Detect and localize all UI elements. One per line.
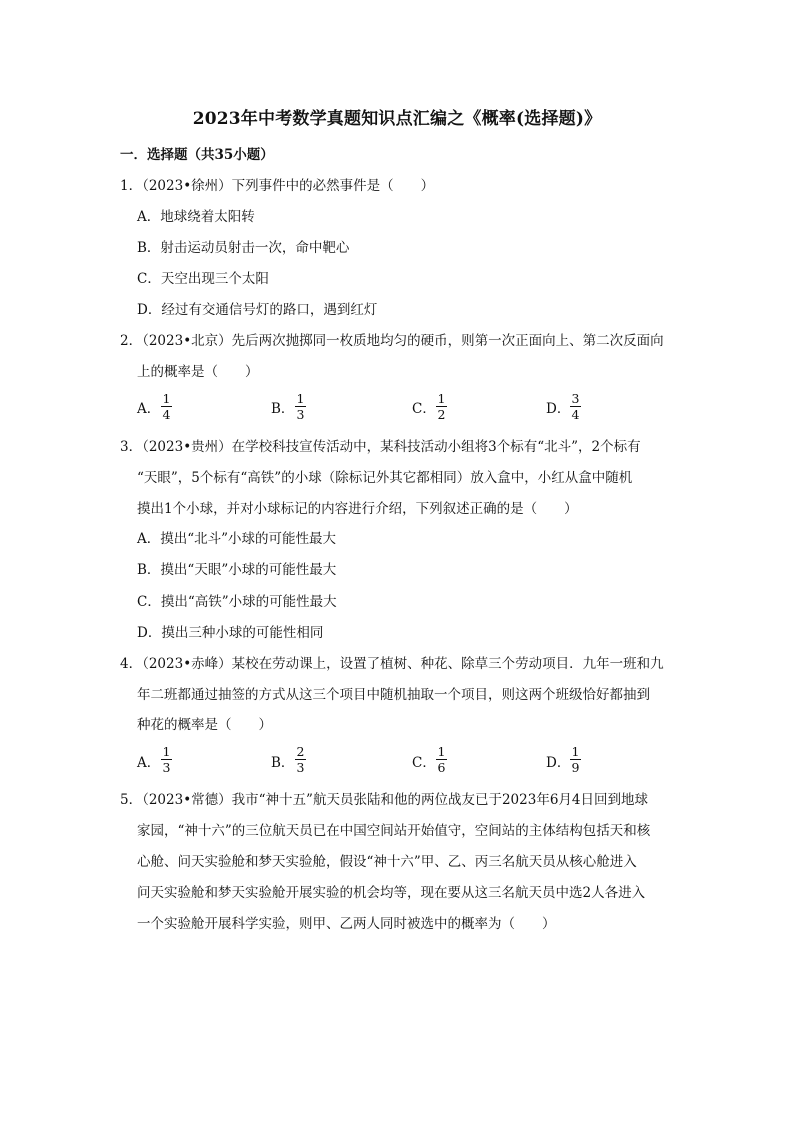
q2-option-b-fraction: 1 3 [296,391,305,422]
q4-option-d-fraction: 1 9 [571,744,580,775]
q2-option-d-label: D． [546,401,571,417]
q2-option-d-fraction: 3 4 [571,391,580,422]
q2-stem-line2: 上的概率是（ ） [137,364,259,380]
q4-option-a-label: A． [137,755,161,771]
q2-option-b-label: B． [271,401,295,417]
q4-option-b-fraction: 2 3 [296,744,305,775]
section-heading: 一．选择题（共35小题） [120,147,274,163]
q5-stem-line1: 5．（2023•常德）我市“神十五”航天员张陆和他的两位战友已于2023年6月4日回到地球 [120,792,648,808]
q5-stem-line2: 家园，“神十六”的三位航天员已在中国空间站开始值守，空间站的主体结构包括天和核 [137,823,651,839]
q4-option-d-label: D． [546,755,571,771]
q4-stem-line1: 4．（2023•赤峰）某校在劳动课上，设置了植树、种花、除草三个劳动项目．九年一班和九 [120,656,664,672]
q3-option-b: B．摸出“天眼”小球的可能性最大 [137,562,337,578]
q2-option-a-fraction: 1 4 [162,391,171,422]
q3-stem-line1: 3．（2023•贵州）在学校科技宣传活动中，某科技活动小组将3个标有“北斗”，2个标有 [120,439,641,455]
q2-option-a-label: A． [137,401,161,417]
q4-option-c-label: C． [412,755,436,771]
q4-option-a-fraction: 1 3 [162,744,171,775]
q2-option-c-label: C． [412,401,436,417]
q1-option-c: C．天空出现三个太阳 [137,271,269,287]
q3-option-d: D．摸出三种小球的可能性相同 [137,625,324,641]
q1-stem: 1．（2023•徐州）下列事件中的必然事件是（ ） [120,178,435,194]
q4-option-c-fraction: 1 6 [437,744,446,775]
q2-stem-line1: 2．（2023•北京）先后两次抛掷同一枚质地均匀的硬币，则第一次正面向上、第二次反面向 [120,333,664,349]
q4-stem-line3: 种花的概率是（ ） [137,717,272,733]
q1-option-d: D．经过有交通信号灯的路口，遇到红灯 [137,302,378,318]
q1-option-b: B．射击运动员射击一次，命中靶心 [137,240,350,256]
q4-stem-line2: 年二班都通过抽签的方式从这三个项目中随机抽取一个项目，则这两个班级恰好都抽到 [137,687,650,703]
q4-option-b-label: B． [271,755,295,771]
q3-option-c: C．摸出“高铁”小球的可能性最大 [137,594,337,610]
q5-stem-line4: 问天实验舱和梦天实验舱开展实验的机会均等，现在要从这三名航天员中选2人各进入 [137,885,646,901]
q3-option-a: A．摸出“北斗”小球的可能性最大 [137,531,337,547]
q5-stem-line5: 一个实验舱开展科学实验，则甲、乙两人同时被选中的概率为（ ） [137,916,556,932]
q3-stem-line2: “天眼”，5个标有“高铁”的小球（除标记外其它都相同）放入盒中，小红从盒中随机 [137,470,633,486]
q3-stem-line3: 摸出1个小球，并对小球标记的内容进行介绍，下列叙述正确的是（ ） [137,501,578,517]
q1-option-a: A．地球绕着太阳转 [137,209,255,225]
q5-stem-line3: 心舱、问天实验舱和梦天实验舱，假设“神十六”甲、乙、丙三名航天员从核心舱进入 [137,854,637,870]
document-title: 2023年中考数学真题知识点汇编之《概率(选择题)》 [192,109,602,129]
q2-option-c-fraction: 1 2 [437,391,446,422]
